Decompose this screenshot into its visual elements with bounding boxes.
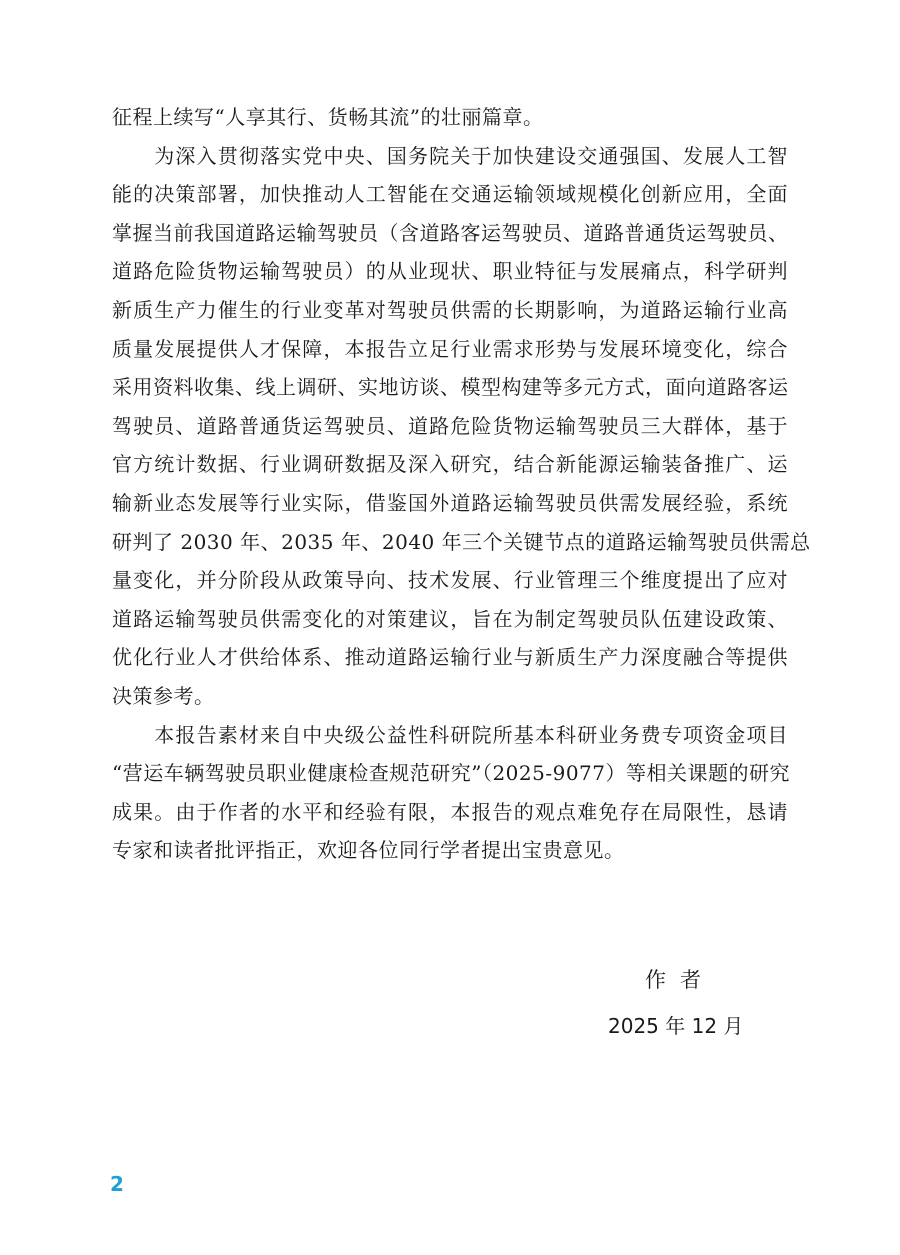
paragraph-line: 研判了 2030 年、2035 年、2040 年三个关键节点的道路运输驾驶员供需总 xyxy=(112,529,811,554)
paragraph-line: 质量发展提供人才保障，本报告立足行业需求形势与发展环境变化，综合 xyxy=(112,336,788,361)
signature-author: 作者 xyxy=(645,968,715,992)
paragraph-line: 成果。由于作者的水平和经验有限，本报告的观点难免存在局限性，恳请 xyxy=(112,799,788,824)
paragraph-line: 道路运输驾驶员供需变化的对策建议，旨在为制定驾驶员队伍建设政策、 xyxy=(112,606,788,631)
paragraph-line: 量变化，并分阶段从政策导向、技术发展、行业管理三个维度提出了应对 xyxy=(112,568,788,593)
paragraph-line: 官方统计数据、行业调研数据及深入研究，结合新能源运输装备推广、运 xyxy=(112,452,788,477)
signature-block xyxy=(608,965,744,1041)
paragraph-line: 征程上续写“人享其行、货畅其流”的壮丽篇章。 xyxy=(112,105,544,129)
page-number: 2 xyxy=(110,1172,124,1196)
paragraph-line: 输新业态发展等行业实际，借鉴国外道路运输驾驶员供需发展经验，系统 xyxy=(112,490,788,515)
paragraph-line: 驾驶员、道路普通货运驾驶员、道路危险货物运输驾驶员三大群体，基于 xyxy=(112,413,788,438)
paragraph-line: 采用资料收集、线上调研、实地访谈、模型构建等多元方式，面向道路客运 xyxy=(112,375,789,400)
paragraph-line: 为深入贯彻落实党中央、国务院关于加快建设交通强国、发展人工智 xyxy=(112,143,788,168)
paragraph-line: 专家和读者批评指正，欢迎各位同行学者提出宝贵意见。 xyxy=(112,838,625,863)
paragraph-line: 决策参考。 xyxy=(112,683,215,708)
preface-body xyxy=(112,98,811,870)
paragraph-2 xyxy=(112,137,811,716)
paragraph-line: 新质生产力催生的行业变革对驾驶员供需的长期影响，为道路运输行业高 xyxy=(112,297,788,322)
paragraph-line: “营运车辆驾驶员职业健康检查规范研究”（2025-9077）等相关课题的研究 xyxy=(112,761,791,786)
paragraph-1 xyxy=(112,98,788,137)
paragraph-line: 道路危险货物运输驾驶员）的从业现状、职业特征与发展痛点，科学研判 xyxy=(112,259,788,284)
paragraph-line: 掌握当前我国道路运输驾驶员（含道路客运驾驶员、道路普通货运驾驶员、 xyxy=(112,220,789,245)
paragraph-line: 能的决策部署，加快推动人工智能在交通运输领域规模化创新应用，全面 xyxy=(112,182,788,207)
paragraph-line: 优化行业人才供给体系、推动道路运输行业与新质生产力深度融合等提供 xyxy=(112,645,788,670)
paragraph-3 xyxy=(112,716,791,870)
signature-date: 2025 年 12 月 xyxy=(608,1014,744,1038)
paragraph-line: 本报告素材来自中央级公益性科研院所基本科研业务费专项资金项目 xyxy=(112,722,788,747)
